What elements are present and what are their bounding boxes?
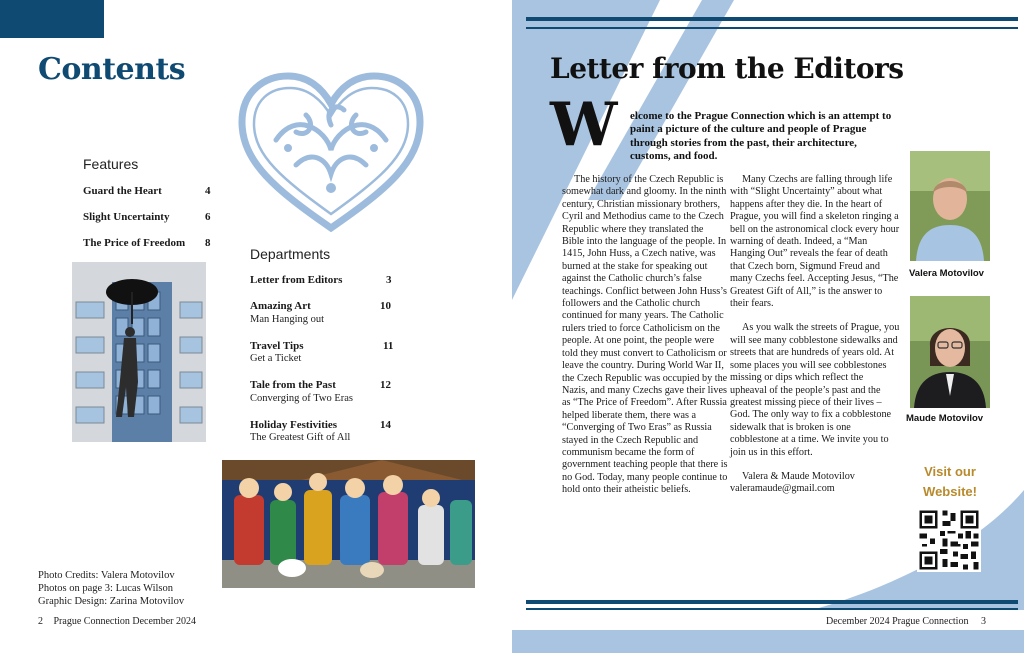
folio-text: December 2024 Prague Connection: [826, 616, 969, 627]
intro-paragraph: elcome to the Prague Connection which is an attempt to paint a picture of the culture and people of Prague through stories from the past, their architecture, customs, and food.: [630, 110, 892, 163]
visit-line: Visit our: [924, 464, 976, 479]
toc-item-title: Guard the Heart: [83, 185, 162, 197]
maude-portrait-photo: [910, 296, 990, 408]
departments-heading: Departments: [250, 246, 331, 262]
corner-color-block: [0, 0, 104, 38]
toc-item-title: Slight Uncertainty: [83, 211, 170, 223]
visit-line: Website!: [923, 484, 977, 499]
qr-code-icon[interactable]: [917, 508, 981, 572]
toc-page-number: 3: [386, 274, 392, 286]
bottom-rule-thin: [526, 608, 1018, 610]
maude-caption: Maude Motovilov: [906, 413, 984, 424]
toc-item-subtitle: Converging of Two Eras: [250, 393, 353, 404]
toc-item-slight-uncertainty[interactable]: [83, 211, 213, 223]
page-footer-left: [38, 616, 196, 627]
toc-page-number: 12: [380, 379, 391, 391]
photo-credits: [38, 569, 184, 608]
toc-item-tale-from-the-past[interactable]: [250, 379, 395, 391]
page-footer-right: [826, 616, 986, 627]
signature: Valera & Maude Motovilov: [742, 470, 855, 482]
article-paragraph: Many Czechs are falling through life with “Slight Uncertainty” about what happens after they die. In the heart of Prague, you will find a skeleton ringing a bell on the astronomical clock every hour warning of death. Indeed, a “Man Hanging Out” reveals the fear of death that Czech born, Sigmund Freud and many Czechs feel. Accepting Jesus, “The Greatest Gift of All,” is the answer to their fears.: [730, 174, 900, 310]
toc-item-holiday-festivities[interactable]: [250, 419, 395, 431]
toc-page-number: 4: [205, 185, 211, 197]
toc-item-title: Amazing Art: [250, 300, 311, 312]
toc-page-number: 10: [380, 300, 391, 312]
toc-item-subtitle: Man Hanging out: [250, 314, 325, 325]
article-paragraph: As you walk the streets of Prague, you will see many cobblestone sidewalks and streets that are hundreds of years old. At some places you will see cobblestones missing or dips which reflect the upheaval of the people’s past and the greatest missing piece of their lives – God. The only way to fix a cobblestone sidewalk that is broken is one cobblestone at a time. We invite you to join us in this effort.: [730, 322, 900, 458]
top-rule-thin: [526, 27, 1018, 29]
toc-item-subtitle: The Greatest Gift of All: [250, 432, 351, 443]
drop-cap: W: [550, 90, 618, 160]
valera-portrait-photo: [910, 151, 990, 261]
signature-block: [730, 471, 900, 496]
nativity-scene-photo: [222, 460, 475, 588]
valera-caption: Valera Motovilov: [909, 268, 984, 279]
stained-glass-heart-icon: [236, 70, 426, 232]
page-number: 2: [38, 616, 43, 627]
toc-item-title: Letter from Editors: [250, 274, 343, 286]
contents-title: Contents: [38, 52, 186, 87]
man-hanging-out-photo: [72, 262, 206, 442]
toc-item-subtitle: Get a Ticket: [250, 353, 302, 364]
toc-item-title: Tale from the Past: [250, 379, 336, 391]
toc-item-letter-from-editors[interactable]: [250, 274, 395, 286]
article-paragraph: The history of the Czech Republic is somewhat dark and gloomy. In the ninth century, Christian missionary brothers, Cyril and Methodius came to the Czech Republic where they translated the Bible into the language of the people. In 1415, John Huss, a Czech native, was burned at the stake for speaking out against the Catholic church’s false teachings. Conflict between John Huss’s followers and the Catholic church continued for many years. The Catholic rulers tried to force Catholicism on the people. At one point, the people were told they must convert to Catholicism or leave the country. During World War II, the Czech Republic was occupied by the Nazis, and many Czechs gave their lives as “The Price of Freedom”. After Russia helped liberate them, there was a “Converging of Two Eras” as Russia stayed in the Czech Republic and communism became the form of government teaching people that there is no God. Today, many people continue to hold onto their atheistic beliefs.: [562, 174, 728, 496]
toc-item-travel-tips[interactable]: [250, 340, 395, 352]
toc-item-title: The Price of Freedom: [83, 237, 186, 249]
features-heading: Features: [83, 156, 139, 172]
bottom-rule-thick: [526, 600, 1018, 604]
email-link[interactable]: valeramaude@gmail.com: [730, 483, 835, 495]
toc-page-number: 11: [383, 340, 394, 352]
credit-line: Graphic Design: Zarina Motovilov: [38, 596, 185, 607]
toc-page-number: 6: [205, 211, 211, 223]
visit-website-link[interactable]: [910, 462, 990, 502]
right-page: [512, 0, 1024, 653]
credit-line: Photos on page 3: Lucas Wilson: [38, 583, 173, 594]
article-column-2: [730, 174, 900, 496]
article-column-1: [562, 174, 728, 509]
top-rule-thick: [526, 17, 1018, 21]
credit-line: Photo Credits: Valera Motovilov: [38, 570, 175, 581]
toc-item-title: Holiday Festivities: [250, 419, 338, 431]
folio-text: Prague Connection December 2024: [53, 616, 196, 627]
letter-title: Letter from the Editors: [550, 52, 904, 85]
toc-item-price-of-freedom[interactable]: [83, 237, 213, 249]
toc-page-number: 14: [380, 419, 391, 431]
toc-item-amazing-art[interactable]: [250, 300, 395, 312]
page-number: 3: [980, 616, 986, 627]
toc-item-title: Travel Tips: [250, 340, 304, 352]
toc-item-guard-the-heart[interactable]: [83, 185, 213, 197]
toc-page-number: 8: [205, 237, 211, 249]
